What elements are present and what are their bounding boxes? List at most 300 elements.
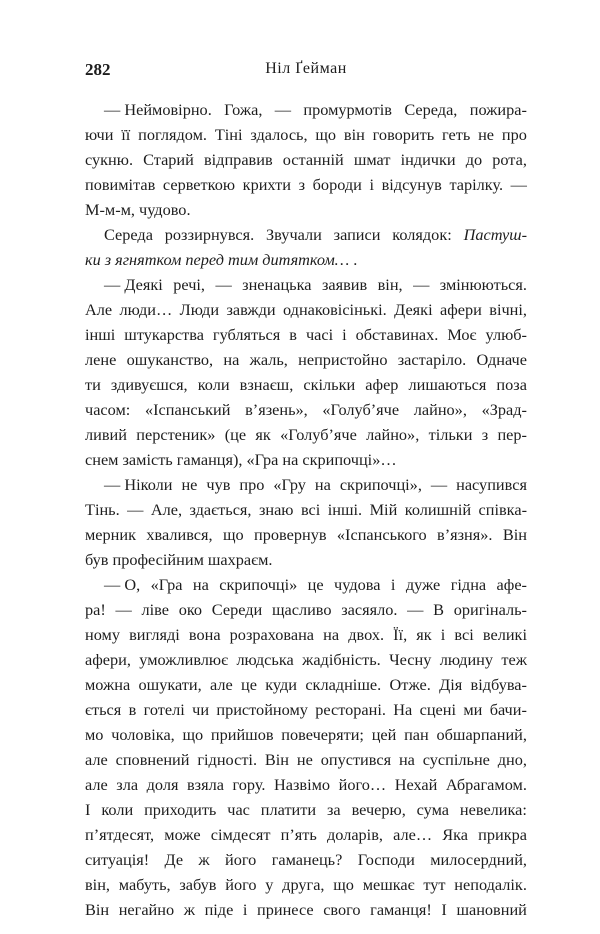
word: улюб- bbox=[485, 325, 527, 344]
word: мо bbox=[85, 725, 104, 744]
word: скрипочці», bbox=[339, 475, 422, 494]
word: за bbox=[327, 800, 341, 819]
text-line bbox=[85, 322, 527, 347]
word: — Ніколи bbox=[104, 475, 173, 494]
word: губляться bbox=[212, 325, 281, 344]
word: опустився bbox=[320, 750, 392, 769]
word: приходить bbox=[144, 800, 217, 819]
word: однаковісінькі. bbox=[283, 300, 387, 319]
word: що bbox=[333, 875, 354, 894]
word: — bbox=[413, 275, 430, 294]
word: платити bbox=[260, 800, 317, 819]
word: принесе bbox=[257, 900, 314, 919]
word: Середа, bbox=[404, 100, 458, 119]
word: — bbox=[115, 600, 132, 619]
word: в bbox=[289, 325, 297, 344]
word: лайно», bbox=[366, 425, 420, 444]
word: повимітав bbox=[85, 175, 156, 194]
word: це bbox=[241, 675, 257, 694]
word: Де bbox=[164, 850, 184, 869]
word: може bbox=[164, 825, 201, 844]
word: взяла bbox=[187, 775, 224, 794]
word: пан bbox=[404, 725, 429, 744]
word: — bbox=[430, 475, 448, 494]
word: відбува- bbox=[470, 675, 527, 694]
word: Абрагамом. bbox=[445, 775, 527, 794]
word: — bbox=[510, 175, 527, 194]
word: перстеник» bbox=[136, 425, 216, 444]
word: обставинах. bbox=[355, 325, 439, 344]
word: не bbox=[296, 750, 313, 769]
word: інші bbox=[85, 325, 116, 344]
word: на bbox=[223, 350, 240, 369]
word: бороди bbox=[312, 175, 362, 194]
word: здалось, bbox=[250, 125, 308, 144]
word: хвалився, bbox=[146, 525, 213, 544]
word: бачи- bbox=[489, 700, 527, 719]
word: в’язень», bbox=[245, 400, 308, 419]
word: з bbox=[298, 175, 306, 194]
word: Люди bbox=[179, 300, 220, 319]
text-line bbox=[85, 422, 527, 447]
word: ситуація! bbox=[85, 850, 150, 869]
word: але bbox=[209, 675, 233, 694]
word: милосердний, bbox=[430, 850, 527, 869]
word: «Гру bbox=[273, 475, 306, 494]
word: Її, bbox=[393, 625, 408, 644]
word: це bbox=[307, 575, 324, 594]
word: скрипочці»… bbox=[302, 450, 397, 469]
word: але bbox=[85, 750, 108, 769]
text-line bbox=[85, 272, 527, 297]
word: гаманця! bbox=[370, 900, 432, 919]
word: — Неймовірно. bbox=[104, 100, 212, 119]
word: афери bbox=[440, 300, 482, 319]
word: як bbox=[255, 425, 271, 444]
word: відправив bbox=[203, 150, 273, 169]
word: коли bbox=[197, 375, 230, 394]
word: розрахована bbox=[229, 625, 315, 644]
word: «Зрад- bbox=[481, 400, 527, 419]
text-line bbox=[85, 297, 527, 322]
text-line bbox=[85, 722, 527, 747]
word: що bbox=[222, 525, 244, 544]
word: змінюються. bbox=[439, 275, 527, 294]
word: пристойному bbox=[216, 700, 308, 719]
word: геть bbox=[442, 125, 471, 144]
word: . bbox=[353, 250, 358, 269]
word: ти bbox=[85, 375, 101, 394]
word: шмат bbox=[353, 150, 391, 169]
word: (це bbox=[224, 425, 247, 444]
text-line bbox=[85, 222, 527, 247]
word: в’язня». bbox=[437, 525, 493, 544]
word: на bbox=[192, 575, 209, 594]
word: Але, bbox=[150, 500, 183, 519]
word: здається, bbox=[189, 500, 252, 519]
text-line bbox=[85, 797, 527, 822]
word: до bbox=[465, 150, 483, 169]
word: пер- bbox=[497, 425, 527, 444]
word: Він bbox=[85, 900, 110, 919]
word: людська bbox=[236, 650, 294, 669]
word: лайно», bbox=[413, 400, 467, 419]
body-text bbox=[85, 97, 527, 922]
word: засяяло. bbox=[341, 600, 398, 619]
word: дно, bbox=[497, 750, 527, 769]
word: ошукати, bbox=[138, 675, 202, 694]
word: Отже. bbox=[389, 675, 431, 694]
text-line bbox=[85, 472, 527, 497]
word: але… bbox=[393, 825, 433, 844]
word: — bbox=[127, 500, 144, 519]
word: речі, bbox=[173, 275, 205, 294]
word: ному bbox=[85, 625, 120, 644]
word: знаю bbox=[258, 500, 294, 519]
word: готелі bbox=[143, 700, 185, 719]
word: і bbox=[390, 575, 396, 594]
text-line bbox=[85, 747, 527, 772]
word: чоловіка, bbox=[111, 725, 175, 744]
word: його bbox=[225, 850, 257, 869]
word: її bbox=[121, 125, 131, 144]
word: «Голуб’яче bbox=[322, 400, 400, 419]
word: доларів, bbox=[326, 825, 383, 844]
word: — bbox=[407, 600, 424, 619]
word: шахраєм. bbox=[207, 550, 273, 569]
word: теж bbox=[501, 650, 527, 669]
word: пожира- bbox=[469, 100, 527, 119]
word: ливий bbox=[85, 425, 127, 444]
word: не bbox=[181, 475, 198, 494]
word: чи bbox=[192, 700, 210, 719]
word: колядок: bbox=[392, 225, 452, 244]
word: уможливлює bbox=[139, 650, 229, 669]
word: друга, bbox=[282, 875, 325, 894]
word: про bbox=[501, 125, 527, 144]
word: як bbox=[416, 625, 432, 644]
word: тут bbox=[423, 875, 446, 894]
word: професійним bbox=[112, 550, 204, 569]
word: в bbox=[128, 700, 137, 719]
word: афер bbox=[365, 375, 399, 394]
word: чудова bbox=[334, 575, 381, 594]
word: великі bbox=[482, 625, 527, 644]
text-line bbox=[85, 622, 527, 647]
word: поглядом. bbox=[138, 125, 207, 144]
word: Звучали bbox=[266, 225, 322, 244]
word: був bbox=[85, 550, 109, 569]
word: заявив bbox=[321, 275, 368, 294]
word: на bbox=[282, 450, 299, 469]
word: повечеряти; bbox=[281, 725, 364, 744]
word: здивуєшся, bbox=[110, 375, 188, 394]
word: Нехай bbox=[394, 775, 438, 794]
word: Гожа, bbox=[224, 100, 263, 119]
word: поза bbox=[496, 375, 527, 394]
word: з bbox=[104, 250, 112, 269]
word: час bbox=[227, 800, 250, 819]
word: прийшов bbox=[210, 725, 274, 744]
word: скільки bbox=[303, 375, 356, 394]
text-line bbox=[85, 97, 527, 122]
word: складніше. bbox=[305, 675, 382, 694]
word: його bbox=[225, 875, 257, 894]
word: що bbox=[182, 725, 204, 744]
text-line bbox=[85, 547, 527, 572]
word: п’ятдесят, bbox=[85, 825, 155, 844]
word: ра! bbox=[85, 600, 106, 619]
word: забув bbox=[179, 875, 217, 894]
word: сповнений bbox=[115, 750, 190, 769]
text-line bbox=[85, 897, 527, 922]
word: насупився bbox=[456, 475, 527, 494]
word: не bbox=[478, 125, 495, 144]
word: Пастуш- bbox=[463, 225, 527, 244]
word: замість bbox=[122, 450, 173, 469]
word: І bbox=[441, 900, 447, 919]
word: обшарпаний, bbox=[436, 725, 527, 744]
word: афе- bbox=[496, 575, 527, 594]
word: на bbox=[323, 625, 340, 644]
text-line bbox=[85, 172, 527, 197]
word: роззирнувся. bbox=[164, 225, 255, 244]
word: — bbox=[274, 100, 292, 119]
word: тим bbox=[227, 250, 259, 269]
word: щасливо bbox=[271, 600, 332, 619]
word: співка- bbox=[478, 500, 527, 519]
page-number: 282 bbox=[85, 60, 111, 79]
word: мешкає bbox=[362, 875, 415, 894]
word: І bbox=[85, 800, 91, 819]
word: взнаєш, bbox=[239, 375, 294, 394]
text-line bbox=[85, 647, 527, 672]
word: неподалік. bbox=[454, 875, 527, 894]
text-line bbox=[85, 697, 527, 722]
word: людину bbox=[439, 650, 494, 669]
word: провернув bbox=[254, 525, 327, 544]
word: і bbox=[369, 175, 375, 194]
word: вигляді bbox=[129, 625, 180, 644]
word: ресторані. bbox=[315, 700, 386, 719]
word: Чесну bbox=[389, 650, 432, 669]
word: Середа bbox=[104, 225, 153, 244]
word: тарілку. bbox=[449, 175, 504, 194]
word: Одначе bbox=[476, 350, 527, 369]
word: гідності. bbox=[197, 750, 258, 769]
word: Господи bbox=[357, 850, 415, 869]
word: вечерю, bbox=[351, 800, 406, 819]
word: Яка bbox=[442, 825, 469, 844]
word: Мій bbox=[369, 500, 398, 519]
word: сцені bbox=[419, 700, 456, 719]
word: афери, bbox=[85, 650, 131, 669]
word: колишній bbox=[404, 500, 472, 519]
word: ється bbox=[85, 700, 122, 719]
word: індички bbox=[400, 150, 456, 169]
text-line bbox=[85, 447, 527, 472]
word: всі bbox=[454, 625, 474, 644]
word: рота, bbox=[492, 150, 527, 169]
word: можна bbox=[85, 675, 131, 694]
word: — Деякі bbox=[104, 275, 163, 294]
word: ючи bbox=[85, 125, 114, 144]
word: жадібність. bbox=[302, 650, 381, 669]
text-line bbox=[85, 347, 527, 372]
word: На bbox=[393, 700, 413, 719]
word: око bbox=[178, 600, 203, 619]
word: він bbox=[343, 125, 365, 144]
word: останній bbox=[282, 150, 344, 169]
word: люди… bbox=[119, 300, 173, 319]
word: перед bbox=[185, 250, 224, 269]
word: сукню. bbox=[85, 150, 134, 169]
word: Але bbox=[85, 300, 113, 319]
word: дитятком… bbox=[262, 250, 350, 269]
word: сімдесят bbox=[210, 825, 271, 844]
text-line bbox=[85, 397, 527, 422]
word: цей bbox=[371, 725, 397, 744]
word: «Голуб’яче bbox=[280, 425, 357, 444]
word: Дія bbox=[439, 675, 463, 694]
text-line bbox=[85, 672, 527, 697]
word: його… bbox=[338, 775, 387, 794]
word: ж bbox=[198, 850, 210, 869]
word: «Гра bbox=[246, 450, 279, 469]
word: Він bbox=[264, 750, 290, 769]
word: доля bbox=[146, 775, 179, 794]
word: ягнятком bbox=[115, 250, 182, 269]
word: Назвімо bbox=[273, 775, 331, 794]
page-header bbox=[85, 60, 527, 84]
word: шановний bbox=[456, 900, 527, 919]
word: мерник bbox=[85, 525, 137, 544]
word: негайно bbox=[118, 900, 175, 919]
word: штукарства bbox=[124, 325, 204, 344]
text-line bbox=[85, 522, 527, 547]
word: сума bbox=[416, 800, 450, 819]
word: «Іспанського bbox=[336, 525, 427, 544]
word: часом: bbox=[85, 400, 131, 419]
word: гаманець? bbox=[271, 850, 343, 869]
word: вона bbox=[188, 625, 221, 644]
word: гідна bbox=[450, 575, 487, 594]
word: «Іспанський bbox=[144, 400, 231, 419]
running-title: Ніл Ґейман bbox=[265, 60, 347, 77]
word: інші. bbox=[327, 500, 363, 519]
word: Деякі bbox=[394, 300, 433, 319]
word: завжди bbox=[226, 300, 276, 319]
text-line bbox=[85, 772, 527, 797]
word: — О, bbox=[104, 575, 141, 594]
text-line bbox=[85, 247, 527, 272]
word: з bbox=[481, 425, 489, 444]
word: свого bbox=[323, 900, 361, 919]
text-line bbox=[85, 147, 527, 172]
word: зненацька bbox=[242, 275, 312, 294]
word: двох. bbox=[348, 625, 385, 644]
word: дуже bbox=[405, 575, 441, 594]
text-line bbox=[85, 197, 527, 222]
word: і bbox=[342, 325, 347, 344]
word: чув bbox=[206, 475, 231, 494]
text-line bbox=[85, 372, 527, 397]
text-line bbox=[85, 847, 527, 872]
text-line bbox=[85, 872, 527, 897]
word: непристойно bbox=[298, 350, 388, 369]
word: вічні, bbox=[489, 300, 527, 319]
word: п’ять bbox=[280, 825, 317, 844]
word: прикра bbox=[478, 825, 527, 844]
word: він, bbox=[85, 875, 110, 894]
word: записи bbox=[333, 225, 381, 244]
word: — bbox=[215, 275, 232, 294]
word: але bbox=[85, 775, 108, 794]
word: про bbox=[239, 475, 265, 494]
word: часі bbox=[305, 325, 334, 344]
word: застаріло. bbox=[397, 350, 467, 369]
text-line bbox=[85, 597, 527, 622]
word: ошуканство, bbox=[126, 350, 214, 369]
word: і bbox=[440, 625, 446, 644]
word: ж bbox=[183, 900, 195, 919]
word: суспільне bbox=[422, 750, 490, 769]
word: невелика: bbox=[459, 800, 527, 819]
word: Старий bbox=[143, 150, 194, 169]
word: серветкою bbox=[162, 175, 236, 194]
word: ми bbox=[463, 700, 483, 719]
word: Він bbox=[502, 525, 527, 544]
word: Моє bbox=[447, 325, 477, 344]
word: жаль, bbox=[249, 350, 288, 369]
text-line bbox=[85, 497, 527, 522]
word: говорить bbox=[372, 125, 435, 144]
word: зла bbox=[116, 775, 139, 794]
word: відсунув bbox=[381, 175, 442, 194]
word: крихти bbox=[242, 175, 291, 194]
word: скрипочці» bbox=[219, 575, 298, 594]
word: «Гра bbox=[150, 575, 183, 594]
word: промурмотів bbox=[303, 100, 392, 119]
word: всі bbox=[300, 500, 321, 519]
word: гаманця), bbox=[176, 450, 243, 469]
word: він, bbox=[377, 275, 403, 294]
word: мабуть, bbox=[118, 875, 171, 894]
word: чудово. bbox=[139, 200, 191, 219]
word: Середи bbox=[211, 600, 263, 619]
text-line bbox=[85, 572, 527, 597]
word: оригіналь- bbox=[453, 600, 527, 619]
word: у bbox=[265, 875, 274, 894]
word: на bbox=[398, 750, 415, 769]
word: М-м-м, bbox=[85, 200, 135, 219]
word: гору. bbox=[232, 775, 266, 794]
word: що bbox=[315, 125, 337, 144]
text-line bbox=[85, 822, 527, 847]
word: піде bbox=[204, 900, 234, 919]
word: і bbox=[242, 900, 248, 919]
word: Тінь. bbox=[85, 500, 120, 519]
word: лене bbox=[85, 350, 117, 369]
word: В bbox=[433, 600, 445, 619]
word: коли bbox=[101, 800, 134, 819]
word: ліве bbox=[141, 600, 169, 619]
word: ки bbox=[85, 250, 101, 269]
text-line bbox=[85, 122, 527, 147]
word: куди bbox=[265, 675, 298, 694]
word: на bbox=[314, 475, 331, 494]
word: лишаються bbox=[408, 375, 487, 394]
